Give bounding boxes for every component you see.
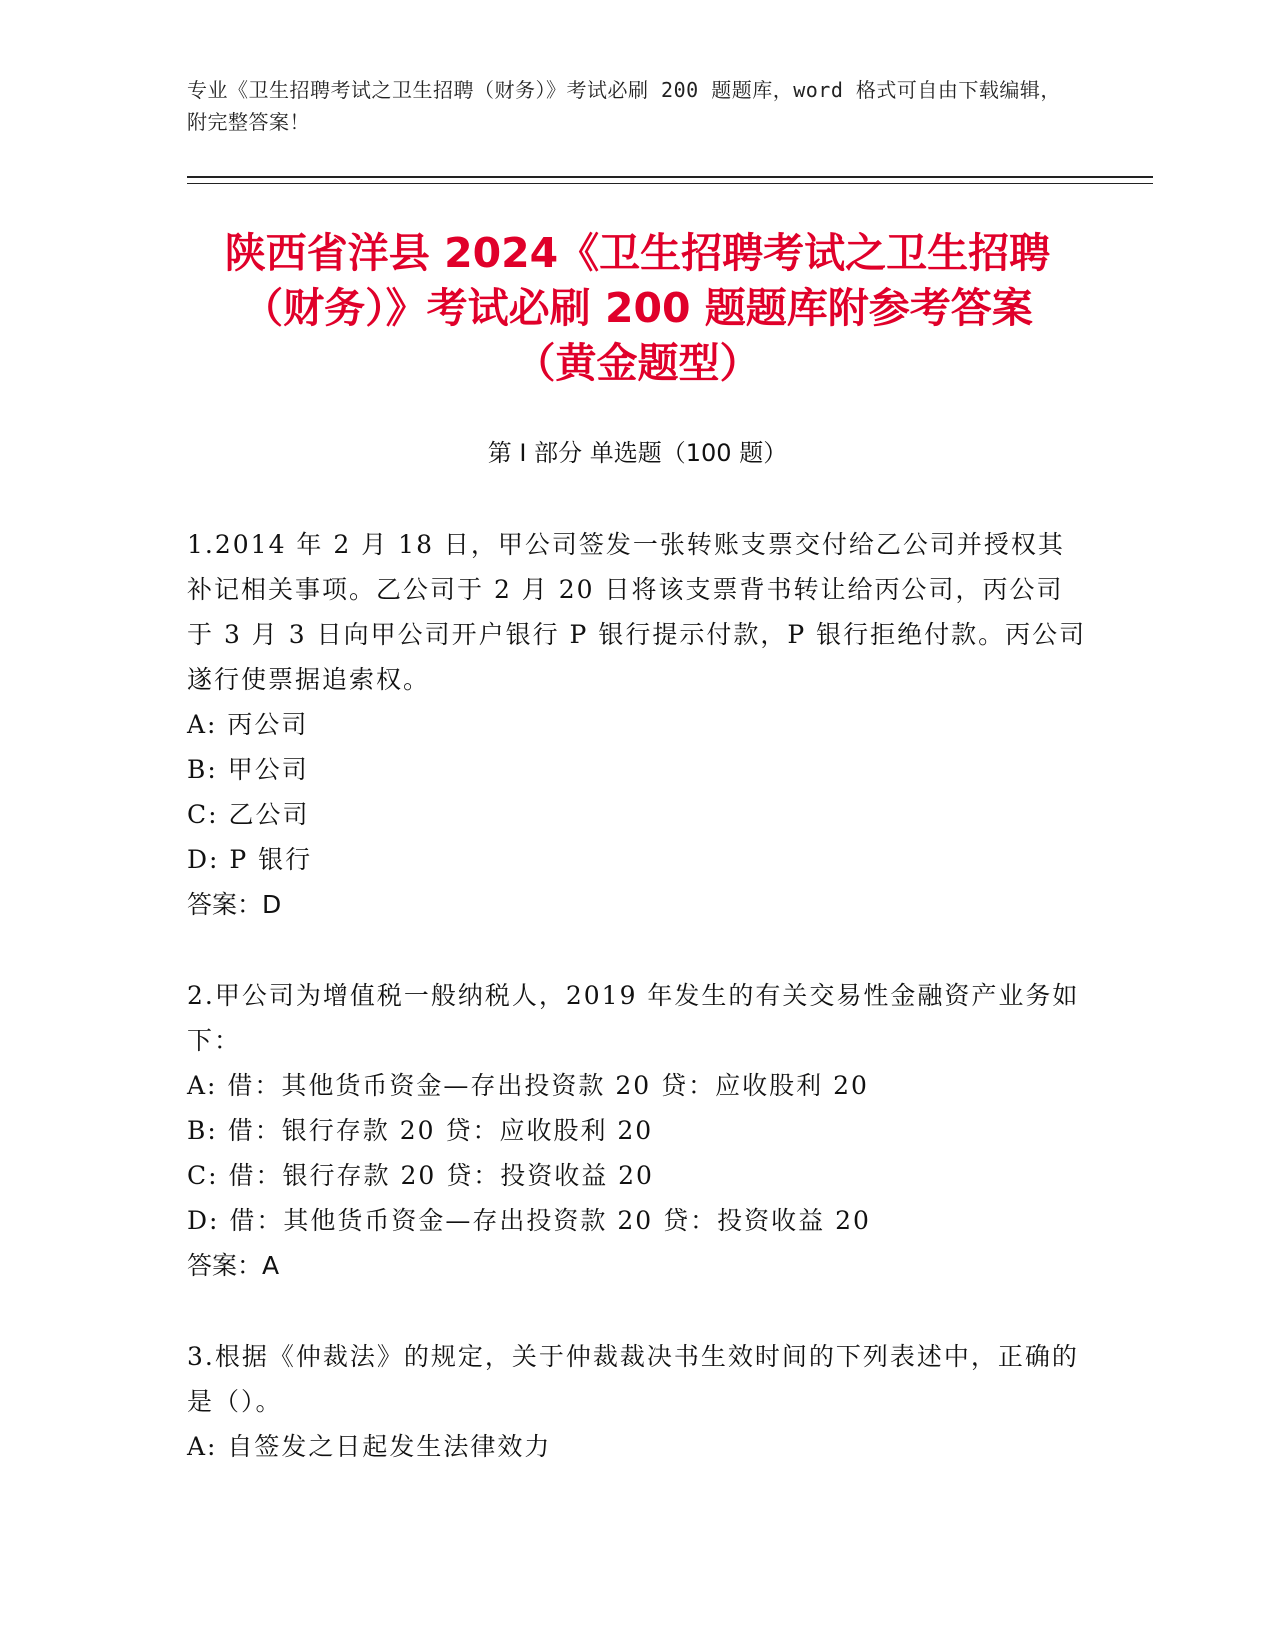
question-2	[187, 973, 1087, 1288]
question-1	[187, 522, 1087, 927]
answer-line: 答案：A	[187, 1251, 280, 1280]
header-note: 专业《卫生招聘考试之卫生招聘（财务）》考试必刷 200 题题库，word 格式可自由下载编辑，附完整答案！	[187, 78, 1061, 134]
title-line-3: （黄金题型）	[514, 339, 761, 387]
title-line-2: （财务）》考试必刷 200 题题库附参考答案	[242, 284, 1033, 332]
option-a: A: 借：其他货币资金—存出投资款 20 贷：应收股利 20	[187, 1071, 869, 1100]
option-c: C: 乙公司	[187, 800, 310, 829]
option-d: D: 借：其他货币资金—存出投资款 20 贷：投资收益 20	[187, 1206, 871, 1235]
question-stem: 1.2014 年 2 月 18 日，甲公司签发一张转账支票交付给乙公司并授权其补记相关事项。乙公司于 2 月 20 日将该支票背书转让给丙公司，丙公司于 3 月 3 日向甲公司开户银行 P 银行提示付款，P 银行拒绝付款。丙公司遂行使票据追索权。	[187, 530, 1087, 694]
option-b: B: 甲公司	[187, 755, 309, 784]
question-stem: 3.根据《仲裁法》的规定，关于仲裁裁决书生效时间的下列表述中，正确的是（）。	[187, 1342, 1079, 1416]
answer-line: 答案：D	[187, 890, 282, 919]
title-line-1: 陕西省洋县 2024《卫生招聘考试之卫生招聘	[224, 229, 1051, 277]
document-title	[170, 226, 1105, 391]
option-a: A: 自签发之日起发生法律效力	[187, 1432, 552, 1461]
option-b: B: 借：银行存款 20 贷：应收股利 20	[187, 1116, 654, 1145]
section-heading: 第 I 部分 单选题（100 题）	[487, 439, 788, 467]
option-a: A: 丙公司	[187, 710, 309, 739]
option-d: D: P 银行	[187, 845, 313, 874]
header-rule-thick	[187, 176, 1153, 178]
question-stem: 2.甲公司为增值税一般纳税人，2019 年发生的有关交易性金融资产业务如下：	[187, 981, 1080, 1055]
question-3	[187, 1334, 1087, 1469]
question-list	[187, 522, 1087, 1515]
option-c: C: 借：银行存款 20 贷：投资收益 20	[187, 1161, 654, 1190]
header-rule-thin	[187, 183, 1153, 184]
